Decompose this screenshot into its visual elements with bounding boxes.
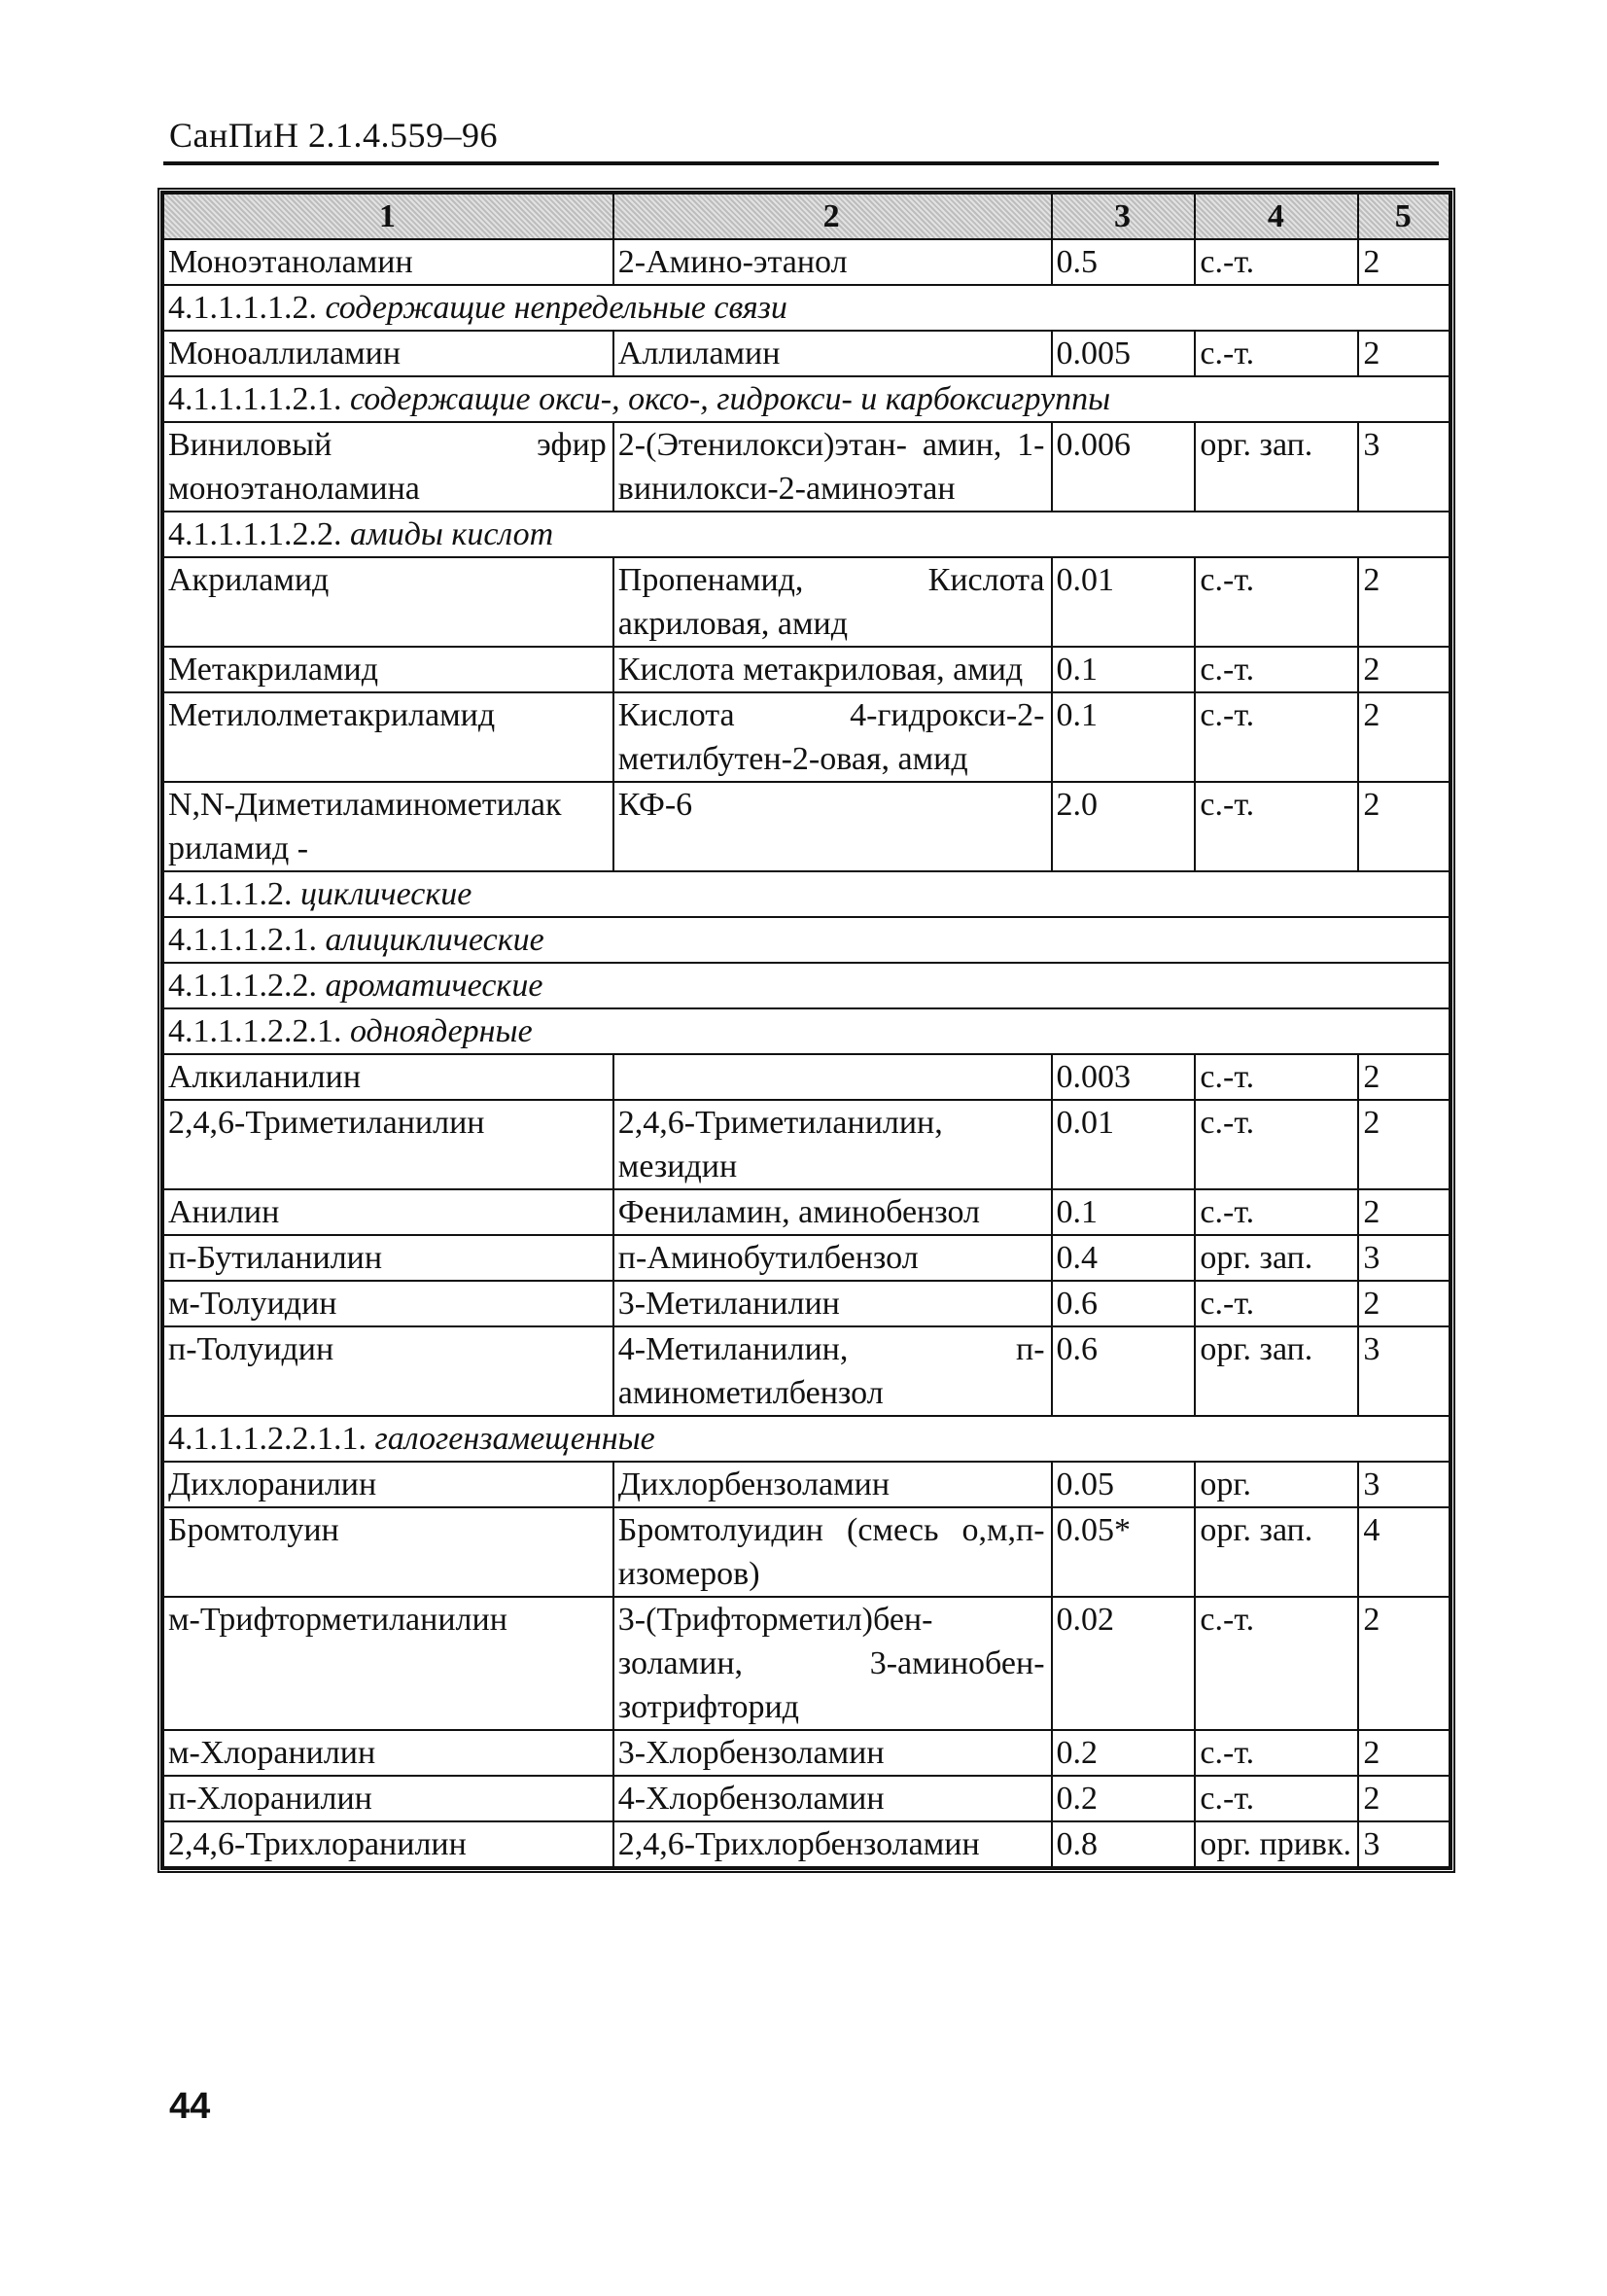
column-header-1: 1 [163, 194, 613, 239]
substance-name-cell: п-Хлоранилин [163, 1776, 613, 1821]
hazard-indicator-cell: с.-т. [1195, 1281, 1358, 1326]
substance-name-cell: 2,4,6-Триметиланилин [163, 1100, 613, 1189]
hazard-indicator-cell: с.-т. [1195, 1054, 1358, 1100]
synonym-cell: Дихлорбензоламин [613, 1462, 1052, 1507]
hazard-indicator-cell: орг. зап. [1195, 1507, 1358, 1597]
section-number: 4.1.1.1.2. [168, 876, 293, 912]
section-cell [163, 512, 1450, 557]
hazard-class-cell: 2 [1358, 1597, 1450, 1730]
synonym-cell: п-Аминобутилбензол [613, 1235, 1052, 1281]
table-row [163, 422, 1450, 512]
synonym-cell: КФ-6 [613, 782, 1052, 871]
hazard-class-cell: 3 [1358, 1326, 1450, 1416]
section-cell [163, 1416, 1450, 1462]
column-header-3: 3 [1052, 194, 1196, 239]
hazard-class-cell: 2 [1358, 331, 1450, 376]
limit-value-cell: 0.01 [1052, 1100, 1196, 1189]
limit-value-cell: 0.1 [1052, 647, 1196, 692]
hazard-indicator-cell: орг. привк. [1195, 1821, 1358, 1867]
section-row [163, 871, 1450, 917]
substance-name-cell: м-Хлоранилин [163, 1730, 613, 1776]
synonym-cell: 3-Метиланилин [613, 1281, 1052, 1326]
synonym-cell: Кислота 4-гидрокси-2- метилбутен-2-овая, амид [613, 692, 1052, 782]
table-row [163, 782, 1450, 871]
table-row [163, 1507, 1450, 1597]
section-title: амиды кислот [350, 516, 554, 552]
substance-name-cell: Анилин [163, 1189, 613, 1235]
substance-name-cell: Алкиланилин [163, 1054, 613, 1100]
synonym-cell: 2-(Этенилокси)этан- амин, 1-винилокси-2-аминоэтан [613, 422, 1052, 512]
section-title: одноядерные [350, 1013, 533, 1049]
limit-value-cell: 0.6 [1052, 1281, 1196, 1326]
table-row [163, 1281, 1450, 1326]
running-header: СанПиН 2.1.4.559–96 [169, 116, 499, 155]
column-header-5: 5 [1358, 194, 1450, 239]
hazard-indicator-cell: с.-т. [1195, 1730, 1358, 1776]
section-title: содержащие окси-, оксо-, гидрокси- и карбоксигруппы [350, 381, 1111, 417]
hazard-indicator-cell: с.-т. [1195, 782, 1358, 871]
hazard-indicator-cell: с.-т. [1195, 692, 1358, 782]
table-row [163, 557, 1450, 647]
limit-value-cell: 0.1 [1052, 692, 1196, 782]
hazard-class-cell: 3 [1358, 1821, 1450, 1867]
column-header-row [163, 194, 1450, 239]
hazard-class-cell: 2 [1358, 1189, 1450, 1235]
limit-value-cell: 0.006 [1052, 422, 1196, 512]
substance-name-cell: Бромтолуин [163, 1507, 613, 1597]
limit-value-cell: 0.2 [1052, 1776, 1196, 1821]
substance-name-cell: Дихлоранилин [163, 1462, 613, 1507]
table-row [163, 1054, 1450, 1100]
limit-value-cell: 0.8 [1052, 1821, 1196, 1867]
table-row [163, 331, 1450, 376]
section-row [163, 376, 1450, 422]
substance-name-cell: п-Толуидин [163, 1326, 613, 1416]
table-row [163, 1326, 1450, 1416]
table-row [163, 1730, 1450, 1776]
hazard-indicator-cell: с.-т. [1195, 1100, 1358, 1189]
section-row [163, 512, 1450, 557]
section-row [163, 917, 1450, 963]
synonym-cell: 4-Хлорбензоламин [613, 1776, 1052, 1821]
hazard-class-cell: 3 [1358, 1235, 1450, 1281]
section-number: 4.1.1.1.2.2.1.1. [168, 1421, 367, 1457]
header-rule [163, 161, 1439, 165]
hazard-indicator-cell: орг. [1195, 1462, 1358, 1507]
hazard-class-cell: 2 [1358, 782, 1450, 871]
limit-value-cell: 0.05* [1052, 1507, 1196, 1597]
hazard-class-cell: 3 [1358, 422, 1450, 512]
column-header-2: 2 [613, 194, 1052, 239]
substance-name-cell: Виниловый эфир моноэтаноламина [163, 422, 613, 512]
limit-value-cell: 0.2 [1052, 1730, 1196, 1776]
section-number: 4.1.1.1.2.1. [168, 922, 317, 958]
hazard-indicator-cell: с.-т. [1195, 331, 1358, 376]
limit-value-cell: 0.05 [1052, 1462, 1196, 1507]
table-row [163, 239, 1450, 285]
table-row [163, 1462, 1450, 1507]
hazard-class-cell: 3 [1358, 1462, 1450, 1507]
substance-name-cell: Моноаллиламин [163, 331, 613, 376]
limit-value-cell: 0.1 [1052, 1189, 1196, 1235]
hazard-indicator-cell: орг. зап. [1195, 1326, 1358, 1416]
section-number: 4.1.1.1.1.2.2. [168, 516, 342, 552]
section-title: циклические [300, 876, 472, 912]
section-row [163, 963, 1450, 1008]
limit-value-cell: 0.6 [1052, 1326, 1196, 1416]
hazard-class-cell: 2 [1358, 1730, 1450, 1776]
hazard-indicator-cell: с.-т. [1195, 1189, 1358, 1235]
hazard-indicator-cell: с.-т. [1195, 1776, 1358, 1821]
section-row [163, 1416, 1450, 1462]
limit-value-cell: 0.003 [1052, 1054, 1196, 1100]
hazard-class-cell: 2 [1358, 1776, 1450, 1821]
limit-value-cell: 0.01 [1052, 557, 1196, 647]
section-title: галогензамещенные [374, 1421, 655, 1457]
section-cell [163, 871, 1450, 917]
substance-name-cell: Акриламид [163, 557, 613, 647]
synonym-cell: 2-Амино-этанол [613, 239, 1052, 285]
hazard-class-cell: 4 [1358, 1507, 1450, 1597]
substance-name-cell: п-Бутиланилин [163, 1235, 613, 1281]
table-row [163, 1776, 1450, 1821]
table-row [163, 647, 1450, 692]
section-row [163, 285, 1450, 331]
substance-name-cell: 2,4,6-Трихлоранилин [163, 1821, 613, 1867]
substance-name-cell: м-Трифторметиланилин [163, 1597, 613, 1730]
section-row [163, 1008, 1450, 1054]
hazard-class-cell: 2 [1358, 1100, 1450, 1189]
limit-value-cell: 0.02 [1052, 1597, 1196, 1730]
limit-value-cell: 0.5 [1052, 239, 1196, 285]
section-title: алициклические [325, 922, 544, 958]
hazard-class-cell: 2 [1358, 1054, 1450, 1100]
table-row [163, 1821, 1450, 1867]
column-header-4: 4 [1195, 194, 1358, 239]
section-cell [163, 376, 1450, 422]
page-number: 44 [169, 2086, 211, 2127]
hazard-class-cell: 2 [1358, 557, 1450, 647]
hazard-indicator-cell: орг. зап. [1195, 1235, 1358, 1281]
synonym-cell: Бромтолуидин (смесь о,м,п-изомеров) [613, 1507, 1052, 1597]
synonym-cell: Фениламин, аминобензол [613, 1189, 1052, 1235]
section-title: ароматические [325, 968, 543, 1004]
substance-name-cell: Метакриламид [163, 647, 613, 692]
table-row [163, 1235, 1450, 1281]
section-number: 4.1.1.1.1.2.1. [168, 381, 342, 417]
section-number: 4.1.1.1.2.2.1. [168, 1013, 342, 1049]
hazard-indicator-cell: орг. зап. [1195, 422, 1358, 512]
synonym-cell: Пропенамид, Кислота акриловая, амид [613, 557, 1052, 647]
table-row [163, 692, 1450, 782]
substance-name-cell: Метилолметакриламид [163, 692, 613, 782]
substance-name-cell: Моноэтаноламин [163, 239, 613, 285]
hazard-class-cell: 2 [1358, 1281, 1450, 1326]
section-title: содержащие непредельные связи [325, 290, 787, 326]
section-cell [163, 963, 1450, 1008]
hazard-indicator-cell: с.-т. [1195, 239, 1358, 285]
table-row [163, 1189, 1450, 1235]
synonym-cell: Кислота метакриловая, амид [613, 647, 1052, 692]
limit-value-cell: 0.4 [1052, 1235, 1196, 1281]
section-cell [163, 1008, 1450, 1054]
hazard-class-cell: 2 [1358, 647, 1450, 692]
synonym-cell [613, 1054, 1052, 1100]
hazard-class-cell: 2 [1358, 239, 1450, 285]
table-row [163, 1100, 1450, 1189]
section-number: 4.1.1.1.2.2. [168, 968, 317, 1004]
substance-name-cell: м-Толуидин [163, 1281, 613, 1326]
substances-table [157, 188, 1455, 1873]
substance-name-cell: N,N-Диметиламинометилак риламид - [163, 782, 613, 871]
synonym-cell: 2,4,6-Триметиланилин, мезидин [613, 1100, 1052, 1189]
table-row [163, 1597, 1450, 1730]
synonym-cell: 3-(Трифторметил)бен- золамин, 3-аминобен- зотрифторид [613, 1597, 1052, 1730]
section-cell [163, 917, 1450, 963]
section-number: 4.1.1.1.1.2. [168, 290, 317, 326]
hazard-indicator-cell: с.-т. [1195, 1597, 1358, 1730]
limit-value-cell: 2.0 [1052, 782, 1196, 871]
hazard-indicator-cell: с.-т. [1195, 557, 1358, 647]
synonym-cell: 3-Хлорбензоламин [613, 1730, 1052, 1776]
synonym-cell: Аллиламин [613, 331, 1052, 376]
section-cell [163, 285, 1450, 331]
synonym-cell: 4-Метиланилин, п-аминометилбензол [613, 1326, 1052, 1416]
hazard-class-cell: 2 [1358, 692, 1450, 782]
limit-value-cell: 0.005 [1052, 331, 1196, 376]
synonym-cell: 2,4,6-Трихлорбензоламин [613, 1821, 1052, 1867]
hazard-indicator-cell: с.-т. [1195, 647, 1358, 692]
